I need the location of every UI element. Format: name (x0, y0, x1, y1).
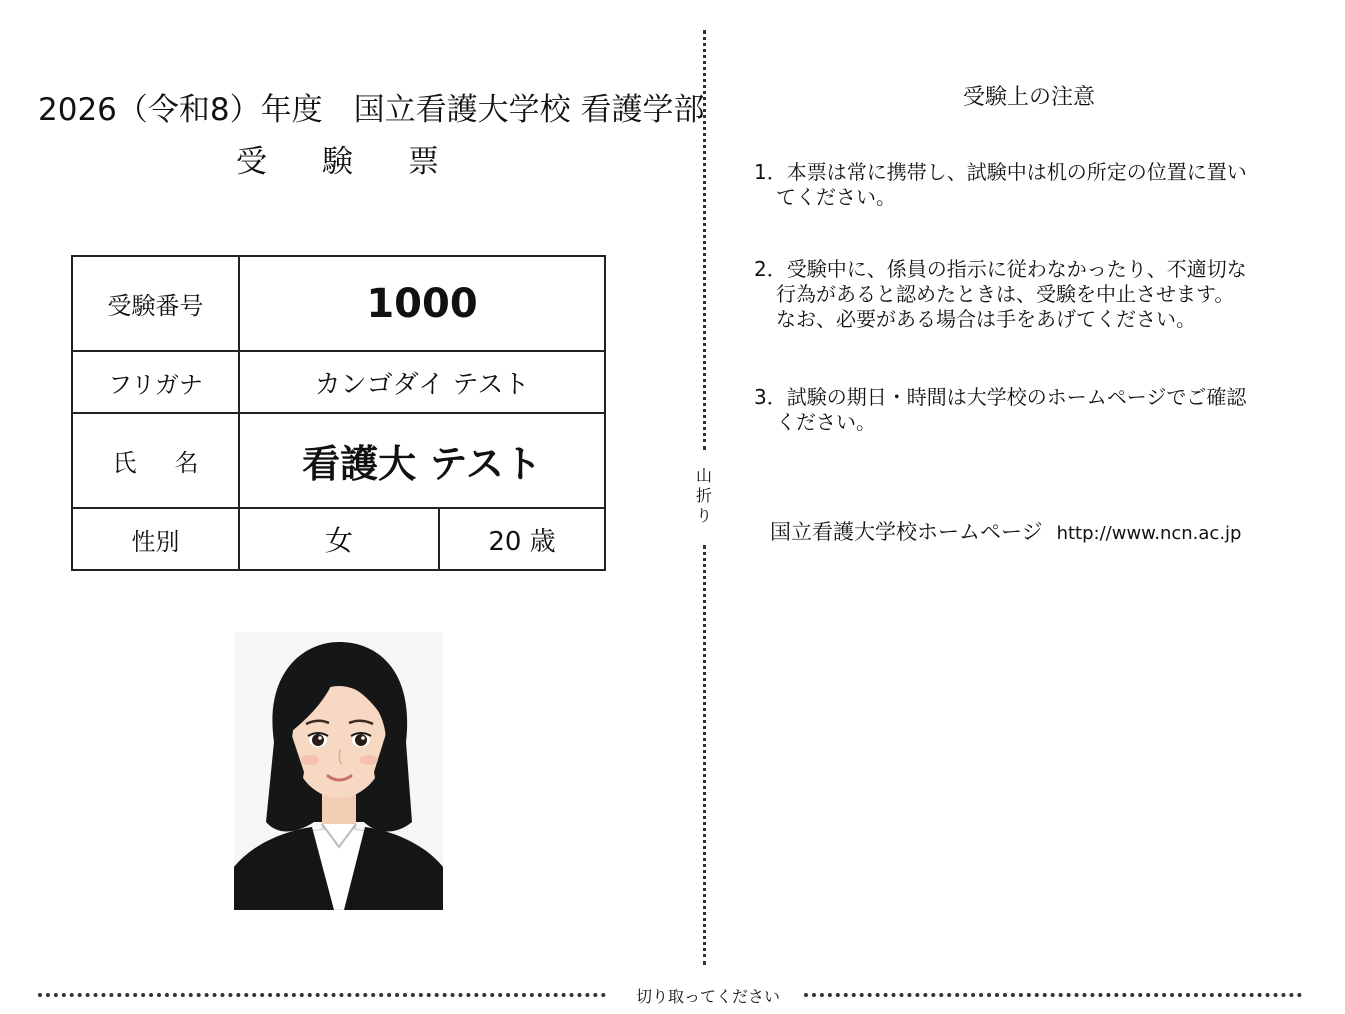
name-value: 看護大 テスト (239, 413, 605, 508)
note-line: なお、必要がある場合は手をあげてください。 (776, 307, 1196, 331)
homepage-label: 国立看護大学校ホームページ (770, 520, 1043, 544)
cut-line (804, 993, 1302, 997)
note-line: てください。 (776, 185, 896, 209)
notes-title: 受験上の注意 (963, 85, 1096, 110)
cut-label: 切り取ってください (636, 987, 781, 1006)
subtitle-char: 票 (408, 144, 439, 180)
exam-number-value: 1000 (239, 256, 605, 351)
ticket-title: 2026（令和8）年度 国立看護大学校 看護学部 (38, 92, 705, 128)
note-line: 3．試験の期日・時間は大学校のホームページでご確認 (754, 385, 1247, 409)
applicant-photo (234, 632, 443, 910)
exam-number-label: 受験番号 (72, 256, 239, 351)
fold-label (694, 466, 714, 526)
fold-line (703, 30, 706, 450)
name-label-char: 名 (174, 449, 199, 477)
note-item (754, 160, 1314, 210)
age-value: 20 歳 (439, 508, 605, 570)
note-line: 行為があると認めたときは、受験を中止させます。 (776, 282, 1235, 306)
note-item (754, 385, 1314, 435)
furigana-value: カンゴダイ テスト (239, 351, 605, 413)
name-label-char: 氏 (112, 449, 137, 477)
exam-number-row (72, 256, 605, 351)
ticket-info-table (71, 255, 606, 571)
note-line: 1．本票は常に携帯し、試験中は机の所定の位置に置い (754, 160, 1247, 184)
name-row (72, 413, 605, 508)
subtitle-char: 験 (322, 144, 353, 180)
portrait-illustration (234, 632, 443, 910)
furigana-label: フリガナ (72, 351, 239, 413)
homepage-info (770, 516, 1241, 546)
gender-value: 女 (239, 508, 439, 570)
subtitle-char: 受 (236, 144, 267, 180)
note-item (754, 257, 1314, 332)
gender-label: 性別 (72, 508, 239, 570)
note-line: ください。 (776, 410, 876, 434)
homepage-url[interactable]: http://www.ncn.ac.jp (1056, 523, 1242, 544)
gender-row (72, 508, 605, 570)
cut-line (38, 993, 606, 997)
note-line: 2．受験中に、係員の指示に従わなかったり、不適切な (754, 257, 1247, 281)
ticket-subtitle (236, 136, 494, 181)
name-label (72, 413, 239, 508)
fold-label-char: 山 (695, 466, 712, 485)
fold-label-char: 折 (695, 486, 712, 505)
furigana-row (72, 351, 605, 413)
fold-label-char: り (695, 506, 712, 525)
fold-line (703, 545, 706, 965)
